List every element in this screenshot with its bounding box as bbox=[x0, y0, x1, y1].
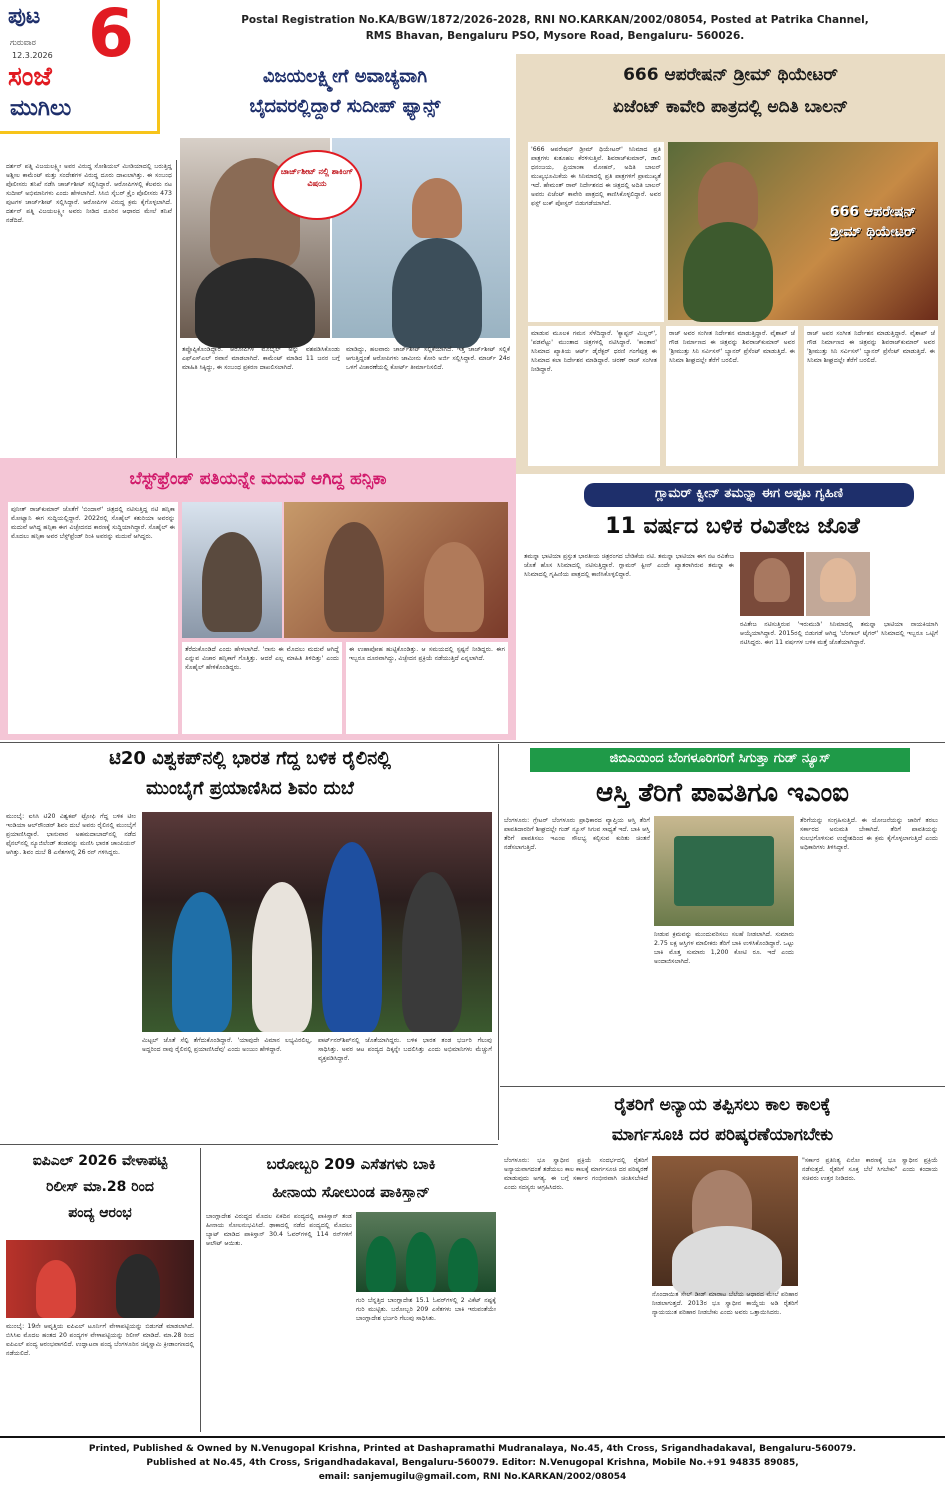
vijayalakshmi-photo bbox=[332, 138, 510, 338]
issue-date: 12.3.2026 bbox=[12, 51, 53, 60]
brand-name: ಸಂಜೆ bbox=[8, 62, 52, 92]
person-figure bbox=[36, 1260, 76, 1318]
666-column-3: ರಾಜ್ ಅವರ ಸಂಗೀತ ನಿರ್ದೇಶನ ಮಾಡುತ್ತಿದ್ದಾರೆ. ವೈಶಾಖ್ ಜೆ ಗೌಡ ನಿರ್ಮಾಣದ ಈ ಚಿತ್ರವನ್ನು ಶಿವರಾಜ್‌ಕುಮಾರ್ ಅವರ 'ಶ್ರೀಮುತ್ತು ಸಿನಿ ಸರ್ವಿಸಸ್' ಬ್ಯಾನರ್ ಪ್ರೆಸೆಂಟ್ ಮಾಡುತ್ತಿದೆ. ಈ ಸಿನಿಮಾ ಶೀಘ್ರದಲ್ಲೇ ತೆರೆಗೆ ಬರಲಿದೆ. bbox=[666, 326, 798, 466]
666-column-4: ರಾಜ್ ಅವರ ಸಂಗೀತ ನಿರ್ದೇಶನ ಮಾಡುತ್ತಿದ್ದಾರೆ. ವೈಶಾಖ್ ಜೆ ಗೌಡ ನಿರ್ಮಾಣದ ಈ ಚಿತ್ರವನ್ನು ಶಿವರಾಜ್‌ಕುಮಾರ್ ಅವರ 'ಶ್ರೀಮುತ್ತು ಸಿನಿ ಸರ್ವಿಸಸ್' ಬ್ಯಾನರ್ ಪ್ರೆಸೆಂಟ್ ಮಾಡುತ್ತಿದೆ. ಈ ಸಿನಿಮಾ ಶೀಘ್ರದಲ್ಲೇ ತೆರೆಗೆ ಬರಲಿದೆ. bbox=[804, 326, 938, 466]
farmers-column-1: ಬೆಂಗಳೂರು: ಭೂ ಸ್ವಾಧೀನ ಪ್ರಕ್ರಿಯೆ ಸಂದರ್ಭದಲ್ಲಿ ರೈತರಿಗೆ ಅನ್ಯಾಯವಾಗದಂತೆ ತಡೆಯಲು ಕಾಲ ಕಾಲಕ್ಕೆ ಮಾರ್ಗಸೂಚಿ ದರ ಪರಿಷ್ಕರಣೆ ಮಾಡುವುದು ಅಗತ್ಯ. ಈ ಬಗ್ಗೆ ಸರ್ಕಾರ ಗಂಭೀರವಾಗಿ ಚಿಂತಿಸಬೇಕಿದೆ ಎಂದು ಸದಸ್ಯರು ಆಗ್ರಹಿಸಿದರು. bbox=[504, 1157, 650, 1191]
headline-line: ಪಂದ್ಯ ಆರಂಭ bbox=[68, 1205, 132, 1221]
farmers-column-3: "ಸರ್ಕಾರ ಪ್ರತಿನಿತ್ಯ ಏನೋ ಕಾರಣಕ್ಕೆ ಭೂ ಸ್ವಾಧೀನ ಪ್ರಕ್ರಿಯೆ ನಡೆಸುತ್ತದೆ. ರೈತರಿಗೆ ಸೂಕ್ತ ಬೆಲೆ ಸಿಗಬೇಕು" ಎಂದು ಕಂದಾಯ ಸಚಿವರು ಉತ್ತರ ನೀಡಿದರು. bbox=[802, 1157, 940, 1182]
person-figure bbox=[392, 238, 482, 348]
emi-headline: ಆಸ್ತಿ ತೆರಿಗೆ ಪಾವತಿಗೂ ಇಎಂಐ bbox=[596, 778, 849, 808]
ipl-body: ಮುಂಬೈ: 19ನೇ ಆವೃತ್ತಿಯ ಐಪಿಎಲ್ ಟೂರ್ನಿಗೆ ವೇಳಾಪಟ್ಟಿಯನ್ನು ಬಿಡುಗಡೆ ಮಾಡಲಾಗಿದೆ. ಬಿಸಿಸಿಐ ಮೊದಲ ಹಂತದ 20 ಪಂದ್ಯಗಳ ವೇಳಾಪಟ್ಟಿಯನ್ನು ರಿಲೀಸ್ ಮಾಡಿದೆ. ಮಾ.28 ರಿಂದ ಐಪಿಎಲ್ ಪಂದ್ಯ ಆರಂಭವಾಗಲಿದೆ. ಉದ್ಘಾಟನಾ ಪಂದ್ಯ ಬೆಂಗಳೂರಿನ ಚಿನ್ನಸ್ವಾಮಿ ಕ್ರೀಡಾಂಗಣದಲ್ಲಿ ನಡೆಯಲಿದೆ. bbox=[6, 1323, 196, 1357]
person-figure bbox=[412, 178, 462, 238]
section-rule bbox=[500, 1086, 945, 1087]
hansika-column-2: ತೆರೆದುಕೊಂಡಿದೆ ಎಂದು ಹೇಳಲಾಗಿದೆ. 'ನಾನು ಈ ಮೊದಲು ಮದುವೆ ಆಗಿದ್ದೆ ಎನ್ನುವ ವಿಚಾರ ಹನ್ಸಿಕಾಗೆ ಗೊತ್ತಿತ್ತು. ಆದರೆ ಎಲ್ಲ ಮಾಹಿತಿ ತಿಳಿದಿತ್ತು' ಎಂದು ಸೊಹೈಲ್ ಹೇಳಿಕೊಂಡಿದ್ದರು. bbox=[182, 642, 342, 734]
postal-line-1: Postal Registration No.KA/BGW/1872/2026-2028, RNI NO.KARKAN/2002/08054, Posted at Patrika Channel, bbox=[241, 14, 869, 26]
headline-line: ಏಜೆಂಟ್ ಕಾವೇರಿ ಪಾತ್ರದಲ್ಲಿ ಅದಿತಿ ಬಾಲನ್ bbox=[612, 97, 849, 117]
story-dube-headline bbox=[0, 744, 500, 806]
person-figure bbox=[366, 1236, 396, 1292]
666-column-1: '666 ಆಪರೇಷನ್ ಡ್ರೀಮ್ ಥಿಯೇಟರ್' ಸಿನಿಮಾದ ಪ್ರತಿ ಪಾತ್ರಗಳು ಕುತೂಹಲ ಕೆರಳಿಸುತ್ತಿವೆ. ಶಿವರಾಜ್‌ಕುಮಾರ್, ಡಾಲಿ ಧನಂಜಯ, ಪ್ರಿಯಾಂಕಾ ಮೋಹನ್, ಅದಿತಿ ಬಾಲನ್ ಮುಖ್ಯಭೂಮಿಕೆಯ ಈ ಸಿನಿಮಾದಲ್ಲಿ ಪ್ರತಿ ಪಾತ್ರಗಳಿಗೆ ಪ್ರಾಮುಖ್ಯತೆ ಇದೆ. ಹೇಮಂತ್ ರಾವ್ ನಿರ್ದೇಶನದ ಈ ಚಿತ್ರದಲ್ಲಿ ಅದಿತಿ ಬಾಲನ್ ಅವರು ಏಜೆಂಟ್ ಕಾವೇರಿ ಪಾತ್ರದಲ್ಲಿ ಕಾಣಿಸಿಕೊಳ್ಳಲಿದ್ದಾರೆ. ಅವರ ಫಸ್ಟ್ ಲುಕ್ ಪೋಸ್ಟರ್ ಬಿಡುಗಡೆಯಾಗಿದೆ. bbox=[528, 142, 664, 322]
page-number: 6 bbox=[88, 0, 134, 72]
issue-day: ಗುರುವಾರ bbox=[10, 38, 36, 47]
emi-kicker: ಜಿಬಿಎಯಿಂದ ಬೆಂಗಳೂರಿಗರಿಗೆ ಸಿಗುತ್ತಾ ಗುಡ್ ನ್ಯೂಸ್ bbox=[530, 748, 910, 772]
pakistan-column-2: ಗುರಿ ಬೆನ್ನತ್ತಿದ ಬಾಂಗ್ಲಾದೇಶ 15.1 ಓವರ್‌ಗಳಲ್ಲಿ 2 ವಿಕೆಟ್ ನಷ್ಟಕ್ಕೆ ಗುರಿ ಮುಟ್ಟಿತು. ಬರೋಬ್ಬರಿ 209 ಎಸೆತಗಳು ಬಾಕಿ ಇರುವಂತೆಯೇ ಬಾಂಗ್ಲಾದೇಶ ಭರ್ಜರಿ ಗೆಲುವು ಸಾಧಿಸಿತು. bbox=[356, 1297, 498, 1322]
pakistan-column-1: ಬಾಂಗ್ಲಾದೇಶ ವಿರುದ್ಧದ ಮೊದಲ ಏಕದಿನ ಪಂದ್ಯದಲ್ಲಿ ಪಾಕಿಸ್ತಾನ್ ತಂಡ ಹೀನಾಯ ಸೋಲನುಭವಿಸಿದೆ. ಢಾಕಾದಲ್ಲಿ ನಡೆದ ಪಂದ್ಯದಲ್ಲಿ ಮೊದಲು ಬ್ಯಾಟ್ ಮಾಡಿದ ಪಾಕಿಸ್ತಾನ್ 30.4 ಓವರ್‌ಗಳಲ್ಲಿ 114 ರನ್‌ಗಳಿಗೆ ಆಲೌಟ್ ಆಯಿತು. bbox=[206, 1213, 354, 1247]
tamanna-photo bbox=[806, 552, 870, 616]
hansika-column-1: ಪುನೀತ್ ರಾಜ್‌ಕುಮಾರ್ ಜೊತೆಗೆ 'ಬಿಂದಾಸ್' ಚಿತ್ರದಲ್ಲಿ ನಟಿಸುತ್ತಿದ್ದ ನಟಿ ಹನ್ಸಿಕಾ ಮೋಟ್ವಾನಿ ಈಗ ಸುದ್ದಿಯಲ್ಲಿದ್ದಾರೆ. 2022ರಲ್ಲಿ ಸೊಹೈಲ್ ಕತುರಿಯಾ ಅವರನ್ನು ಮದುವೆ ಆಗಿದ್ದ ಹನ್ಸಿಕಾ ಈಗ ವಿಚ್ಛೇದನದ ಕಾರಣಕ್ಕೆ ಸುದ್ದಿಯಾಗಿದ್ದಾರೆ. ಸೊಹೈಲ್ ಈ ಮೊದಲು ಹನ್ಸಿಕಾ ಅವರ ಬೆಸ್ಟ್‌ಫ್ರೆಂಡ್ ರಿಂಕಿ ಅವರನ್ನು ಮದುವೆ ಆಗಿದ್ದರು. bbox=[8, 502, 178, 734]
tamanna-column-1: ತಮನ್ನಾ ಭಾಟಿಯಾ ಪ್ರಸ್ತುತ ಭಾರತೀಯ ಚಿತ್ರರಂಗದ ಬೇಡಿಕೆಯ ನಟಿ. ತಮನ್ನಾ ಭಾಟಿಯಾ ಈಗ ನಟ ರವಿತೇಜ ಜೊತೆ ಹೊಸ ಸಿನಿಮಾದಲ್ಲಿ ನಟಿಸುತ್ತಿದ್ದಾರೆ. ಗ್ಲಾಮರ್ ಕ್ವೀನ್ ಎಂದೇ ಖ್ಯಾತರಾಗಿರುವ ತಮನ್ನಾ ಈ ಸಿನಿಮಾದಲ್ಲಿ ಗೃಹಿಣಿಯ ಪಾತ್ರದಲ್ಲಿ ಕಾಣಿಸಿಕೊಳ್ಳಲಿದ್ದಾರೆ. bbox=[524, 553, 736, 578]
gba-building-photo bbox=[654, 816, 794, 926]
bangladesh-team-photo bbox=[356, 1212, 496, 1292]
callout-text: ಚಾರ್ಜ್‌ಶೀಟ್ ನಲ್ಲಿ ಶಾಕಿಂಗ್ ವಿಷಯ bbox=[280, 167, 354, 188]
postal-line-2: RMS Bhavan, Bengaluru PSO, Mysore Road, Bengaluru- 560026. bbox=[365, 30, 745, 42]
tamanna-kicker: ಗ್ಲಾಮರ್ ಕ್ವೀನ್ ತಮನ್ನಾ ಈಗ ಅಪ್ಪಟ ಗೃಹಿಣಿ bbox=[584, 483, 914, 507]
person-figure bbox=[324, 522, 384, 632]
666-column-2: ಮಾಡುವ ಮೂಲಕ ಗಮನ ಸೆಳೆದಿದ್ದಾರೆ. 'ಕ್ಯಾಪ್ಟನ್ ಮಿಲ್ಲರ್', 'ಪಡವೆಟ್ಟು' ಮುಂತಾದ ಚಿತ್ರಗಳಲ್ಲಿ ನಟಿಸಿದ್ದಾರೆ. 'ಕಾಂತಾರ' ಸಿನಿಮಾದ ಖ್ಯಾತಿಯ ಆರ್ಟ್ ಡೈರೆಕ್ಟರ್ ಧರಣಿ ಗಂಗೆಪುತ್ರ ಈ ಸಿನಿಮಾದ ಕಲಾ ನಿರ್ದೇಶನ ಮಾಡಿದ್ದಾರೆ. ಚರಣ್ ರಾಜ್ ಸಂಗೀತ ನೀಡಿದ್ದಾರೆ. bbox=[528, 326, 660, 466]
emi-column-1: ಬೆಂಗಳೂರು: ಗ್ರೇಟರ್ ಬೆಂಗಳೂರು ಪ್ರಾಧಿಕಾರದ ವ್ಯಾಪ್ತಿಯ ಆಸ್ತಿ ತೆರಿಗೆ ಪಾವತಿದಾರರಿಗೆ ಶೀಘ್ರದಲ್ಲೇ ಗುಡ್ ನ್ಯೂಸ್ ಸಿಗುವ ಸಾಧ್ಯತೆ ಇದೆ. ಬಾಕಿ ಆಸ್ತಿ ತೆರಿಗೆ ಪಾವತಿಸಲು ಇಎಂಐ ಸೌಲಭ್ಯ ಕಲ್ಪಿಸುವ ಕುರಿತು ಚಿಂತನೆ ನಡೆಸಲಾಗುತ್ತಿದೆ. bbox=[504, 817, 652, 851]
dube-column-3: ಪಾರ್ಟ್‌ನರ್‌ಶಿಪ್‌ನಲ್ಲಿ ಜೊತೆಯಾಗಿದ್ದರು. ಬಳಿಕ ಭಾರತ ತಂಡ ಭರ್ಜರಿ ಗೆಲುವು ಸಾಧಿಸಿತ್ತು. ಅವರ ಆಟ ಪಂದ್ಯದ ದಿಕ್ಕನ್ನೇ ಬದಲಿಸಿತ್ತು ಎಂದು ಅಭಿಮಾನಿಗಳು ಮೆಚ್ಚುಗೆ ವ್ಯಕ್ತಪಡಿಸಿದ್ದಾರೆ. bbox=[318, 1037, 494, 1062]
story-sudeep-headline bbox=[180, 62, 510, 132]
headline-line: 666 ಆಪರೇಷನ್ ಡ್ರೀಮ್ ಥಿಯೇಟರ್ bbox=[623, 65, 838, 85]
shivam-dube-team-photo bbox=[142, 812, 492, 1032]
person-figure bbox=[754, 558, 790, 602]
person-figure bbox=[820, 558, 856, 602]
person-figure bbox=[406, 1232, 436, 1292]
story-pakistan-headline bbox=[204, 1150, 498, 1210]
imprint-line-2: Published at No.45, 4th Cross, Srigandhadakaval, Bengaluru-560079. Editor: N.Venugopal Krishna, Mobile No.+91 94835 89085, bbox=[146, 1458, 799, 1468]
poster-title: 666 ಆಪರೇಷನ್ ಡ್ರೀಮ್ ಥಿಯೇಟರ್ bbox=[829, 204, 917, 240]
raviteja-photo bbox=[740, 552, 804, 616]
person-figure bbox=[322, 842, 382, 1032]
person-figure bbox=[402, 872, 462, 1032]
headline-line: ರೈತರಿಗೆ ಅನ್ಯಾಯ ತಪ್ಪಿಸಲು ಕಾಲ ಕಾಲಕ್ಕೆ bbox=[614, 1095, 831, 1115]
footer-rule bbox=[0, 1436, 945, 1438]
footer-imprint bbox=[0, 1442, 945, 1490]
headline-line: ಮಾರ್ಗಸೂಚಿ ದರ ಪರಿಷ್ಕರಣೆಯಾಗಬೇಕು bbox=[611, 1125, 834, 1145]
person-figure bbox=[424, 542, 484, 632]
headline-line: ಮುಂಬೈಗೆ ಪ್ರಯಾಣಿಸಿದ ಶಿವಂ ದುಬೆ bbox=[146, 778, 354, 799]
sudeep-column-2: ತಪ್ಪೊಪ್ಪಿಕೊಂಡಿದ್ದಾರೆ. ಆರೋಪಿಗಳ ಮೊಬೈಲ್ ಅನ್ನು ವಶಪಡಿಸಿಕೊಂಡು ಎಫ್‌ಎಸ್‌ಎಲ್ ರವಾನೆ ಮಾಡಲಾಗಿದೆ. ಕಾಮೆಂಟ್ ಮಾಡಿದ 11 ಜನರ ಬಗ್ಗೆ ಮಾಹಿತಿ ಸಿಕ್ಕಿದ್ದು, ಈ ಸಂಬಂಧ ಪ್ರಕರಣ ದಾಖಲಿಸಲಾಗಿದೆ. bbox=[182, 346, 342, 371]
person-figure bbox=[195, 258, 315, 348]
chargesheet-callout bbox=[272, 150, 362, 220]
aditi-balan-poster bbox=[668, 142, 938, 320]
tamanna-headline: 11 ವರ್ಷದ ಬಳಿಕ ರವಿತೇಜ ಜೊತೆ bbox=[605, 514, 860, 539]
tamanna-column-2: ರವಿತೇಜ ನಟಿಸುತ್ತಿರುವ 'ಇರುಮುಡಿ' ಸಿನಿಮಾದಲ್ಲಿ ತಮನ್ನಾ ಭಾಟಿಯಾ ನಾಯಕಿಯಾಗಿ ಆಯ್ಕೆಯಾಗಿದ್ದಾರೆ. 2015ರಲ್ಲಿ ಬಿಡುಗಡೆ ಆಗಿದ್ದ 'ಬೆಂಗಾಲ್ ಟೈಗರ್' ಸಿನಿಮಾದಲ್ಲಿ ಇಬ್ಬರೂ ಒಟ್ಟಿಗೆ ನಟಿಸಿದ್ದರು. ಈಗ 11 ವರ್ಷಗಳ ಬಳಿಕ ಮತ್ತೆ ಜೊತೆಯಾಗಿದ್ದಾರೆ. bbox=[740, 621, 940, 646]
column-rule bbox=[498, 744, 499, 1140]
hansika-couple-photo-2 bbox=[284, 502, 508, 638]
person-figure bbox=[252, 882, 312, 1032]
imprint-line-3: email: sanjemugilu@gmail.com, RNI No.KARKAN/2002/08054 bbox=[318, 1472, 627, 1482]
person-figure bbox=[672, 1226, 782, 1296]
hansika-couple-photo-1 bbox=[182, 502, 282, 638]
building-sign bbox=[674, 836, 774, 906]
headline-line: ವಿಜಯಲಕ್ಷ್ಮೀಗೆ ಅವಾಚ್ಯವಾಗಿ bbox=[262, 66, 428, 87]
person-figure bbox=[448, 1238, 478, 1292]
column-rule bbox=[200, 1148, 201, 1432]
headline-line: ಐಪಿಎಲ್ 2026 ವೇಳಾಪಟ್ಟಿ bbox=[32, 1153, 168, 1169]
headline-line: ಬೈದವರಲ್ಲಿದ್ದಾರೆ ಸುದೀಪ್ ಫ್ಯಾನ್ಸ್ bbox=[249, 96, 441, 117]
page-label: ಪುಟ bbox=[8, 4, 41, 29]
postal-registration bbox=[170, 12, 940, 44]
brand-subname: ಮುಗಿಲು bbox=[10, 96, 72, 121]
person-figure bbox=[683, 222, 773, 322]
story-ipl-headline bbox=[0, 1148, 200, 1238]
sudeep-column-3: ಮಾಡಿದ್ದು, ಹಲವಾರು ಚಾರ್ಜ್‌ಶೀಟ್ ಸಲ್ಲಿಕೆಯಾಗಿದೆ. ಇತ್ತ ಚಾರ್ಜ್‌ಶೀಟ್ ಸಲ್ಲಿಕೆ ಆಗುತ್ತಿದ್ದಂತೆ ಆರೋಪಿಗಳು ಜಾಮೀನು ಕೋರಿ ಅರ್ಜಿ ಸಲ್ಲಿಸಿದ್ದಾರೆ. ಮಾರ್ಚ್ 24ರ ಒಳಗೆ ವಿಚಾರಣೆಯಲ್ಲಿ ಕೋರ್ಟ್ ತೀರ್ಮಾನಿಸಲಿದೆ. bbox=[346, 346, 512, 371]
person-figure bbox=[202, 532, 262, 632]
emi-column-2: ನೀಡುವ ಕ್ರಮವನ್ನು ಮುಂದುವರಿಸಲು ಸಲಹೆ ನೀಡಲಾಗಿದೆ. ಸುಮಾರು 2.75 ಲಕ್ಷ ಆಸ್ತಿಗಳ ಮಾಲೀಕರು ತೆರಿಗೆ ಬಾಕಿ ಉಳಿಸಿಕೊಂಡಿದ್ದಾರೆ. ಒಟ್ಟು ಬಾಕಿ ಮೊತ್ತ ಸುಮಾರು 1,200 ಕೋಟಿ ರೂ. ಇದೆ ಎಂದು ಅಂದಾಜಿಸಲಾಗಿದೆ. bbox=[654, 931, 796, 965]
dube-column-1: ಮುಂಬೈ: ಐಸಿಸಿ ಟಿ20 ವಿಶ್ವಕಪ್ ಟ್ರೋಫಿ ಗೆದ್ದ ಬಳಿಕ ಟೀಂ ಇಂಡಿಯಾ ಆಲ್‌ರೌಂಡರ್ ಶಿವಂ ದುಬೆ ಅವರು ರೈಲಿನಲ್ಲಿ ಮುಂಬೈಗೆ ಪ್ರಯಾಣಿಸಿದ್ದಾರೆ. ಭಾನುವಾರ ಅಹಮದಾಬಾದ್‌ನಲ್ಲಿ ನಡೆದ ಫೈನಲ್‌ನಲ್ಲಿ ನ್ಯೂಜಿಲೆಂಡ್ ತಂಡವನ್ನು ಮಣಿಸಿ ಭಾರತ ಚಾಂಪಿಯನ್ ಆಗಿತ್ತು. ಶಿವಂ ದುಬೆ 8 ಎಸೆತಗಳಲ್ಲಿ 26 ರನ್ ಗಳಿಸಿದ್ದರು. bbox=[6, 813, 138, 856]
masthead-logo-box bbox=[0, 0, 160, 134]
person-figure bbox=[172, 892, 232, 1032]
farmers-column-2: ನೊಂದಾಯಿತ ಸೇಲ್ ಡೀಡ್ ಮಾರಾಟ ಬೆಲೆಯ ಆಧಾರದ ಮೇಲೆ ಪರಿಹಾರ ನೀಡಲಾಗುತ್ತದೆ. 2013ರ ಭೂ ಸ್ವಾಧೀನ ಕಾಯ್ದೆಯ ಅಡಿ ರೈತರಿಗೆ ನ್ಯಾಯಯುತ ಪರಿಹಾರ ನೀಡಬೇಕು ಎಂದು ಅವರು ಒತ್ತಾಯಿಸಿದರು. bbox=[652, 1291, 800, 1316]
person-figure bbox=[116, 1254, 160, 1318]
story-farmers-headline bbox=[500, 1090, 945, 1152]
headline-line: ಬರೋಬ್ಬರಿ 209 ಎಸೆತಗಳು ಬಾಕಿ bbox=[266, 1155, 436, 1173]
dube-column-2: ಮಿಟ್ಟಲ್ ಜೊತೆ ಸೆಲ್ಫಿ ತೆಗೆದುಕೊಂಡಿದ್ದಾರೆ. 'ಯಾವುದೇ ವಿಮಾನ ಲಭ್ಯವಿರಲಿಲ್ಲ, ಅದ್ದರಿಂದ ನಾವು ರೈಲಿನಲ್ಲಿ ಪ್ರಯಾಣಿಸಿದೆವು' ಎಂದು ಅಂಜುಂ ಹೇಳಿದ್ದಾರೆ. bbox=[142, 1037, 314, 1053]
ipl-players-photo bbox=[6, 1240, 194, 1318]
emi-column-3: ತೆರಿಗೆಯನ್ನು ಸಂಗ್ರಹಿಸುತ್ತಿದೆ. ಈ ಯೋಜನೆಯನ್ನು ಜಾರಿಗೆ ತರಲು ಸರ್ಕಾರದ ಅನುಮತಿ ಬೇಕಾಗಿದೆ. ತೆರಿಗೆ ಪಾವತಿಯನ್ನು ಸುಲಭಗೊಳಿಸುವ ಉದ್ದೇಶದಿಂದ ಈ ಕ್ರಮ ಕೈಗೊಳ್ಳಲಾಗುತ್ತಿದೆ ಎಂದು ಅಧಿಕಾರಿಗಳು ತಿಳಿಸಿದ್ದಾರೆ. bbox=[800, 817, 940, 851]
section-rule bbox=[0, 742, 945, 743]
hansika-headline: ಬೆಸ್ಟ್‌ಫ್ರೆಂಡ್ ಪತಿಯನ್ನೇ ಮದುವೆ ಆಗಿದ್ದ ಹನ್ಸಿಕಾ bbox=[129, 469, 387, 489]
hansika-column-3: ಈ ಉಹಾಪೋಹ ಹುಟ್ಟಿಕೊಂಡಿತ್ತು. ಆ ಸಮಯದಲ್ಲಿ ಸ್ಪಷ್ಟನೆ ನೀಡಿದ್ದರು. ಈಗ ಇಬ್ಬರೂ ದೂರವಾಗಿದ್ದು, ವಿಚ್ಛೇದನ ಪ್ರಕ್ರಿಯೆ ನಡೆಯುತ್ತಿದೆ ಎನ್ನಲಾಗಿದೆ. bbox=[346, 642, 508, 734]
headline-line: ಹೀನಾಯ ಸೋಲುಂಡ ಪಾಕಿಸ್ತಾನ್ bbox=[272, 1183, 430, 1201]
minister-photo bbox=[652, 1156, 798, 1286]
headline-line: ರಿಲೀಸ್ ಮಾ.28 ರಿಂದ bbox=[46, 1179, 154, 1195]
imprint-line-1: Printed, Published & Owned by N.Venugopal Krishna, Printed at Dashapramathi Mudranalaya, No.45, 4th Cross, Srigandhadakaval, Bengaluru-560079. bbox=[88, 1444, 857, 1454]
headline-line: ಟಿ20 ವಿಶ್ವಕಪ್‌ನಲ್ಲಿ ಭಾರತ ಗೆದ್ದ ಬಳಿಕ ರೈಲಿನಲ್ಲಿ bbox=[109, 748, 391, 769]
sudeep-column-1: ದರ್ಶನ್ ಪತ್ನಿ ವಿಜಯಲಕ್ಷ್ಮೀ ಅವರ ವಿರುದ್ಧ ಸೋಶಿಯಲ್ ಮೀಡಿಯಾದಲ್ಲಿ ಬರುತ್ತಿದ್ದ ಅಶ್ಲೀಲ ಕಾಮೆಂಟ್ ಮತ್ತು ಸಂದೇಶಗಳ ವಿರುದ್ಧ ದೂರು ದಾಖಲಾಗಿತ್ತು. ಈ ಸಂಬಂಧ ಪೊಲೀಸರು ತನಿಖೆ ನಡೆಸಿ ಚಾರ್ಜ್‌ಶೀಟ್ ಸಲ್ಲಿಸಿದ್ದಾರೆ. ಆರೋಪಿಗಳಲ್ಲಿ ಕೆಲವರು ನಟ ಸುದೀಪ್ ಅಭಿಮಾನಿಗಳು ಎಂದು ಹೇಳಲಾಗಿದೆ. ಸಿಸಿಬಿ ಸೈಬರ್ ಕ್ರೈಂ ಪೊಲೀಸರು 473 ಪುಟಗಳ ಚಾರ್ಜ್‌ಶೀಟ್ ಸಲ್ಲಿಸಿದ್ದಾರೆ. ಆರೋಪಿಗಳ ವಿರುದ್ಧ ಕ್ರಮ ಕೈಗೊಳ್ಳಲಾಗಿದೆ. ದರ್ಶನ್ ಪತ್ನಿ ವಿಜಯಲಕ್ಷ್ಮೀ ಅವರು ನೀಡಿದ ದೂರಿನ ಆಧಾರದ ಮೇಲೆ ತನಿಖೆ ನಡೆದಿದೆ. bbox=[6, 163, 174, 224]
column-rule bbox=[176, 160, 177, 490]
section-rule bbox=[0, 1144, 498, 1145]
